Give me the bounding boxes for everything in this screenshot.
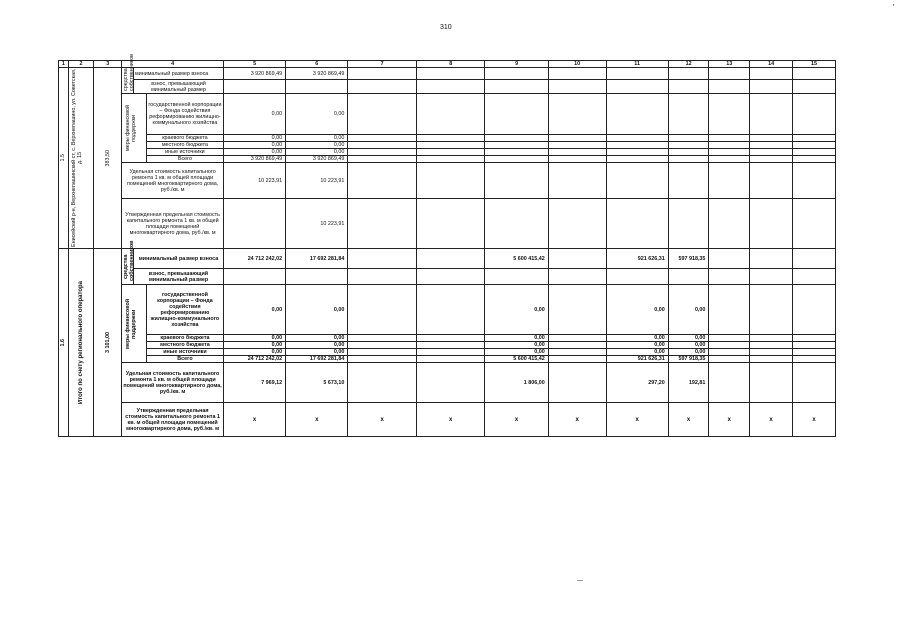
cell-c6: 0,00 [286, 335, 348, 342]
row-label: государственной корпорации – Фонда содействия реформированию жилищно-коммунального хозяйства [146, 285, 223, 335]
total-title-text: Итого по счету регионального оператора [78, 280, 84, 405]
row-label: минимальный размер взноса [134, 68, 224, 80]
owners-group [122, 240, 136, 285]
cell-c6: х [286, 403, 348, 437]
table-row [59, 269, 836, 285]
address-cell [68, 68, 94, 249]
cell-c11: 0,00 [606, 285, 668, 335]
row-label: Всего [146, 156, 223, 163]
table-row [59, 135, 836, 142]
cell-c6: 0,00 [286, 94, 348, 135]
row-label: краевого бюджета [146, 335, 223, 342]
header-col-5: 5 [224, 61, 286, 68]
owners-group-text: средства собственников [123, 240, 136, 281]
cell-c12: 597 918,35 [668, 356, 709, 363]
header-col-7: 7 [348, 61, 417, 68]
cell-c5: 0,00 [224, 335, 286, 342]
cell-c11: 921 626,31 [606, 356, 668, 363]
header-row [59, 61, 836, 68]
row-number [59, 68, 69, 249]
header-col-3: 3 [94, 61, 122, 68]
cell-c5: 0,00 [224, 149, 286, 156]
cell-c5: 0,00 [224, 94, 286, 135]
cell-c12: 0,00 [668, 342, 709, 349]
cell-c5: 0,00 [224, 342, 286, 349]
header-col-9: 9 [485, 61, 548, 68]
cell-c12: 0,00 [668, 285, 709, 335]
cell-c12: х [668, 403, 709, 437]
header-col-2: 2 [68, 61, 94, 68]
cell-c5: 0,00 [224, 135, 286, 142]
header-col-14: 14 [750, 61, 793, 68]
header-col-6: 6 [286, 61, 348, 68]
cell-c5: 0,00 [224, 142, 286, 149]
table-row [59, 249, 836, 269]
table-row [59, 342, 836, 349]
row-label: местного бюджета [146, 142, 223, 149]
header-col-1: 1 [59, 61, 69, 68]
area-text: 383,50 [104, 149, 111, 167]
owners-group-text: средства собственников [123, 53, 136, 91]
row-label: иные источники [146, 149, 223, 156]
support-group [122, 285, 147, 363]
cell-c6: 17 692 281,84 [286, 356, 348, 363]
capital-repair-table [58, 53, 836, 437]
cell-c5: 0,00 [224, 285, 286, 335]
row-number-text: 1.6 [60, 338, 67, 347]
cell-c11: 297,20 [606, 363, 668, 403]
table-row [59, 68, 836, 80]
support-group-text: меры финансовой поддержки [125, 298, 138, 349]
cell-c14: х [750, 403, 793, 437]
corner-mark: ' [893, 3, 895, 12]
header-col-10: 10 [548, 61, 606, 68]
cell-c12: 597 918,35 [668, 249, 709, 269]
cell-c13: х [709, 403, 750, 437]
cell-c9: 5 600 415,42 [485, 356, 548, 363]
table-row [59, 163, 836, 199]
address-text: Енисейский р-н, Верхнепашинский ст, с. Верхнепашино, ул. Советская, д. 15 [71, 68, 83, 248]
row-label: взнос, превышающий минимальный размер [134, 80, 224, 94]
cell-c6: 10 223,91 [286, 199, 348, 249]
area-text: 3 101,00 [104, 332, 111, 353]
cell-c5: 10 223,91 [224, 163, 286, 199]
cell-c9: 0,00 [485, 335, 548, 342]
support-group [122, 94, 147, 163]
support-group-text: меры финансовой поддержки [125, 104, 138, 152]
row-label: государственной корпорации – Фонда содействия реформированию жилищно-коммунального хозяйства [146, 94, 223, 135]
limit-cost-label: Утвержденная предельная стоимость капитального ремонта 1 кв. м общей площади помещений многоквартирного дома, руб./кв. м [122, 199, 224, 249]
cell-c5: 7 969,12 [224, 363, 286, 403]
header-col-12: 12 [668, 61, 709, 68]
cell-c6: 10 223,91 [286, 163, 348, 199]
cell-c12: 0,00 [668, 349, 709, 356]
table-row [59, 80, 836, 94]
row-number [59, 249, 69, 437]
limit-cost-label: Утвержденная предельная стоимость капитального ремонта 1 кв. м общей площади помещений многоквартирного дома, руб./кв. м [122, 403, 224, 437]
cell-c9: 5 600 415,42 [485, 249, 548, 269]
cell-c5: 0,00 [224, 349, 286, 356]
cell-c9: 1 806,00 [485, 363, 548, 403]
table-row [59, 94, 836, 135]
cell-c11: х [606, 403, 668, 437]
area-cell [94, 249, 122, 437]
cell-c12: 192,81 [668, 363, 709, 403]
header-col-11: 11 [606, 61, 668, 68]
cell-c6: 3 920 869,49 [286, 156, 348, 163]
cell-c6: 17 692 281,84 [286, 249, 348, 269]
cell-c9: 0,00 [485, 342, 548, 349]
cell-c9: 0,00 [485, 349, 548, 356]
row-label: Всего [146, 356, 223, 363]
cell-c5: х [224, 403, 286, 437]
header-col-8: 8 [416, 61, 485, 68]
row-label: взнос, превышающий минимальный размер [134, 269, 224, 285]
cell-c11: 0,00 [606, 342, 668, 349]
row-label: иные источники [146, 349, 223, 356]
cell-c6: 0,00 [286, 135, 348, 142]
cell-c5: 3 920 869,49 [224, 68, 286, 80]
cell-c6: 0,00 [286, 342, 348, 349]
table-row [59, 335, 836, 342]
unit-cost-label: Удельная стоимость капитального ремонта 1 кв. м общей площади помещений многоквартирного дома, руб./кв. м [122, 363, 224, 403]
row-label: краевого бюджета [146, 135, 223, 142]
cell-c6: 0,00 [286, 149, 348, 156]
cell-c7: х [348, 403, 417, 437]
row-label: местного бюджета [146, 342, 223, 349]
cell-c5: 24 712 242,02 [224, 356, 286, 363]
table-row [59, 142, 836, 149]
row-number-text: 1.5 [60, 154, 67, 162]
cell-c8: х [416, 403, 485, 437]
header-col-15: 15 [793, 61, 836, 68]
cell-c15: х [793, 403, 836, 437]
cell-c6 [286, 80, 348, 94]
table-row [59, 349, 836, 356]
owners-group [122, 53, 136, 94]
table-row [59, 199, 836, 249]
table-row [59, 356, 836, 363]
cell-c5 [224, 80, 286, 94]
cell-c5: 3 920 869,49 [224, 156, 286, 163]
unit-cost-label: Удельная стоимость капитального ремонта 1 кв. м общей площади помещений многоквартирного дома, руб./кв. м [122, 163, 224, 199]
cell-c6: 0,00 [286, 349, 348, 356]
total-title-cell [68, 249, 94, 437]
cell-c5: 24 712 242,02 [224, 249, 286, 269]
row-label: минимальный размер взноса [134, 249, 224, 269]
area-cell [94, 68, 122, 249]
cell-c9: 0,00 [485, 285, 548, 335]
cell-c11: 0,00 [606, 349, 668, 356]
cell-c6: 0,00 [286, 142, 348, 149]
table-row [59, 403, 836, 437]
table-row [59, 363, 836, 403]
cell-c6: 3 920 869,49 [286, 68, 348, 80]
cell-c6: 0,00 [286, 285, 348, 335]
cell-c11: 0,00 [606, 335, 668, 342]
scan-artifact [577, 580, 583, 581]
cell-c6: 5 673,10 [286, 363, 348, 403]
table-row [59, 285, 836, 335]
cell-c10: х [548, 403, 606, 437]
cell-c12: 0,00 [668, 335, 709, 342]
cell-c11: 921 626,31 [606, 249, 668, 269]
page-number: 310 [440, 24, 452, 31]
table-row [59, 156, 836, 163]
header-col-4: 4 [122, 61, 224, 68]
cell-c9: х [485, 403, 548, 437]
header-col-13: 13 [709, 61, 750, 68]
table-row [59, 149, 836, 156]
